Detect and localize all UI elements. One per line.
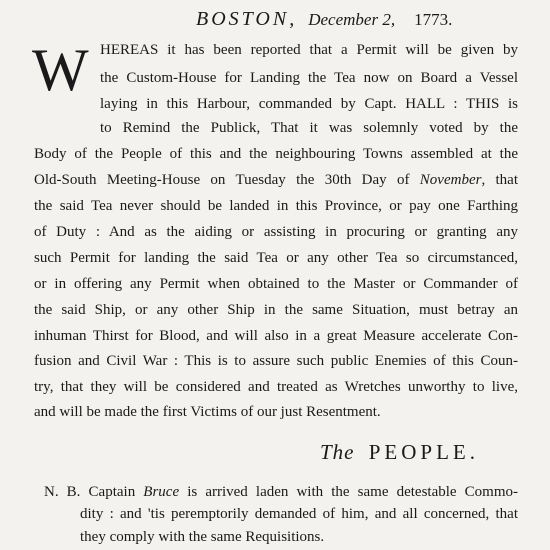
postscript-line: dity : and 'tis peremptorily demanded of him, and all concerned, that — [80, 506, 518, 522]
body-italic-word: November — [419, 172, 482, 188]
body-line-text: , that — [481, 172, 519, 188]
body-line: the Custom-House for Landing the Tea now on Board a Vessel — [100, 70, 518, 86]
body-line: to Remind the Publick, That it was solemnly voted by the — [100, 120, 518, 136]
body-line: and will be made the first Victims of our just Resentment. — [34, 404, 381, 420]
postscript-line-text: is arrived laden with the same detestable Commo- — [179, 484, 518, 500]
postscript-line — [44, 482, 518, 502]
body-line: laying in this Harbour, commanded by Capt. HALL : THIS is — [100, 96, 518, 112]
body-line: or in offering any Permit when obtained to the Master or Commander of — [34, 276, 518, 292]
body-line: such Permit for landing the said Tea or any other Tea so circumstanced, — [34, 250, 518, 266]
dateline-city: BOSTON, — [196, 8, 298, 30]
postscript-line-text: N. B. Captain — [44, 484, 144, 500]
body-line: inhuman Thirst for Blood, and will also in a great Measure accelerate Con- — [34, 328, 518, 344]
signature-people: PEOPLE. — [368, 440, 480, 464]
body-line-text: Old-South Meeting-House on Tuesday the 30th Day of — [34, 172, 420, 188]
body-line: Body of the People of this and the neighbouring Towns assembled at the — [34, 146, 518, 162]
signature — [320, 440, 479, 465]
dateline-date: December 2, — [308, 10, 396, 29]
body-line: the said Ship, or any other Ship in the same Situation, must betray an — [34, 302, 518, 318]
body-line: the said Tea never should be landed in this Province, or pay one Farthing — [34, 198, 518, 214]
postscript-italic-word: Bruce — [143, 484, 180, 500]
drop-cap: W — [32, 37, 89, 103]
body-line: of Duty : And as the aiding or assisting in procuring or granting any — [34, 224, 518, 240]
postscript-line: they comply with the same Requisitions. — [80, 529, 325, 545]
dateline — [196, 8, 452, 31]
body-line — [34, 170, 518, 190]
signature-article: The — [320, 440, 355, 464]
dateline-year: 1773. — [414, 10, 453, 29]
body-line: try, that they will be considered and treated as Wretches unworthy to live, — [34, 379, 518, 395]
body-line: fusion and Civil War : This is to assure such public Enemies of this Coun- — [34, 353, 518, 369]
body-line: HEREAS it has been reported that a Permit will be given by — [100, 42, 518, 58]
